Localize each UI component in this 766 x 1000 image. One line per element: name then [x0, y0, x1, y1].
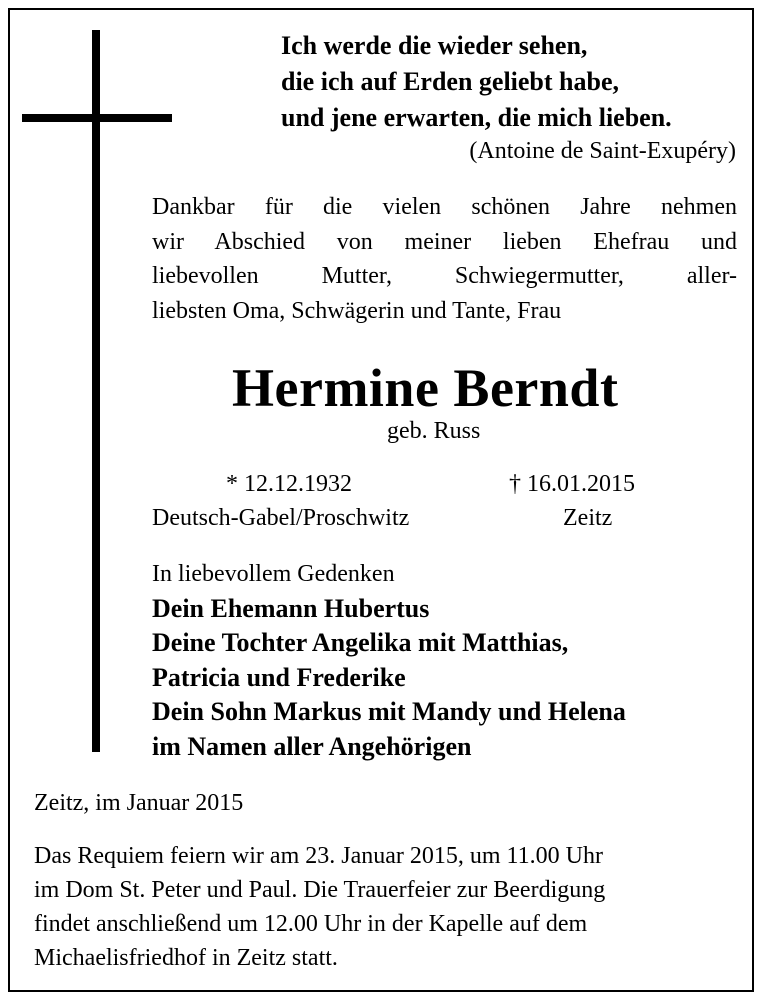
quote-author: (Antoine de Saint-Exupéry)	[469, 138, 736, 164]
intro-line: wir Abschied von meiner lieben Ehefrau und	[152, 228, 737, 255]
cross-horizontal-bar	[22, 114, 172, 122]
service-line: Das Requiem feiern wir am 23. Januar 2015, um 11.00 Uhr	[34, 843, 603, 869]
mourner-line: im Namen aller Angehörigen	[152, 731, 472, 761]
quote	[281, 28, 672, 136]
service-line: findet anschließend um 12.00 Uhr in der Kapelle auf dem	[34, 911, 588, 937]
mourner-line: Deine Tochter Angelika mit Matthias,	[152, 628, 569, 658]
quote-line: Ich werde die wieder sehen,	[281, 31, 588, 60]
deceased-name: Hermine Berndt	[232, 358, 619, 418]
mourner-line: Dein Ehemann Hubertus	[152, 593, 430, 623]
intro-line: liebevollen Mutter, Schwiegermutter, aller-	[152, 263, 737, 289]
mourners-heading: In liebevollem Gedenken	[152, 561, 395, 587]
service-info	[34, 839, 605, 975]
birth-date: * 12.12.1932	[226, 471, 352, 497]
mourner-line: Patricia und Frederike	[152, 662, 406, 692]
place-date: Zeitz, im Januar 2015	[34, 790, 244, 816]
death-place: Zeitz	[563, 505, 613, 531]
cross-vertical-bar	[92, 30, 100, 752]
quote-line: die ich auf Erden geliebt habe,	[281, 67, 620, 96]
mourner-line: Dein Sohn Markus mit Mandy und Helena	[152, 697, 626, 727]
maiden-name: geb. Russ	[387, 418, 481, 444]
quote-line: und jene erwarten, die mich lieben.	[281, 103, 672, 132]
mourners	[152, 557, 626, 765]
intro-line: Dankbar für die vielen schönen Jahre nehmen	[152, 194, 737, 220]
birth-place: Deutsch-Gabel/Proschwitz	[152, 505, 410, 531]
service-line: Michaelisfriedhof in Zeitz statt.	[34, 945, 338, 971]
intro-text	[152, 190, 737, 328]
service-line: im Dom St. Peter und Paul. Die Trauerfeier zur Beerdigung	[34, 877, 606, 903]
death-date: † 16.01.2015	[509, 471, 635, 497]
intro-line: liebsten Oma, Schwägerin und Tante, Frau	[152, 297, 562, 324]
